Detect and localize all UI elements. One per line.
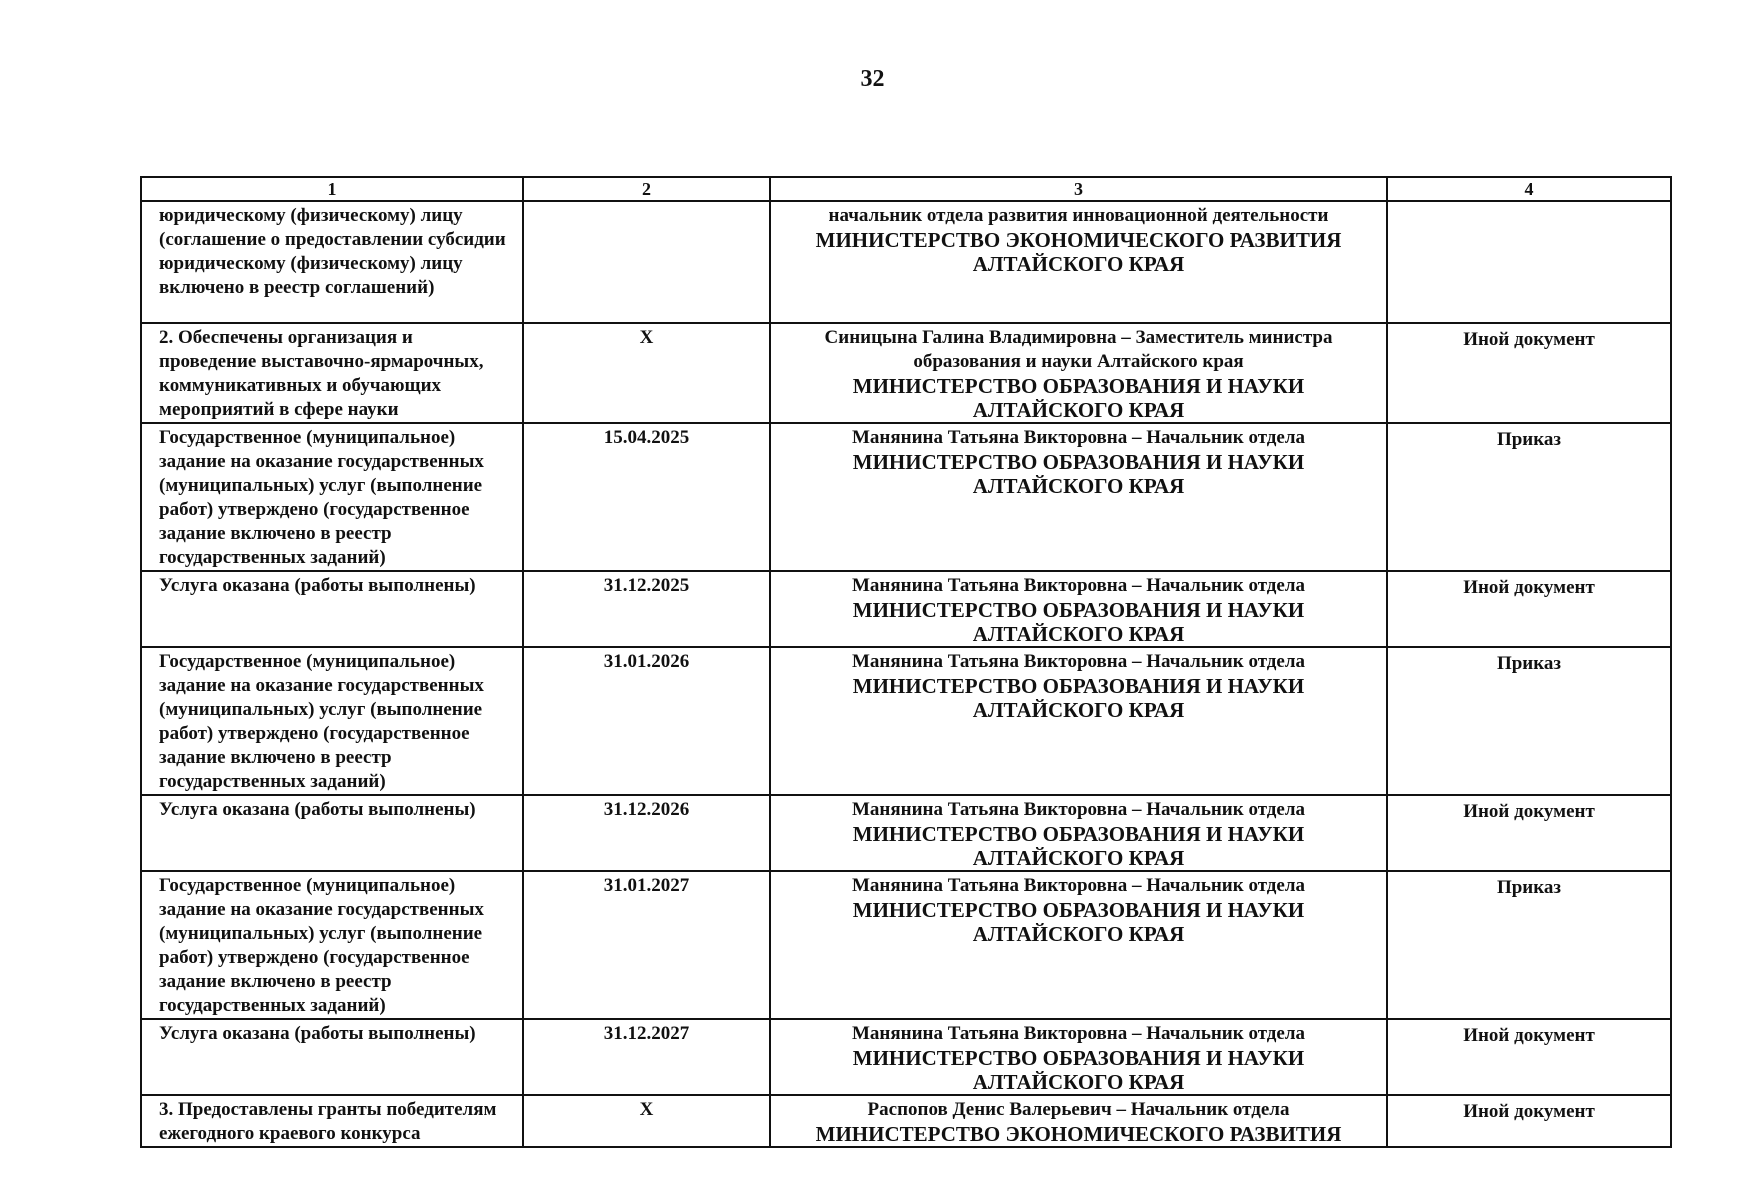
deadline: 31.12.2026 [523,795,770,871]
responsible-cell [770,1095,1387,1147]
organization: МИНИСТЕРСТВО ЭКОНОМИЧЕСКОГО РАЗВИТИЯ АЛТАЙСКОГО КРАЯ [815,228,1342,276]
responsible-cell [770,323,1387,423]
organization: МИНИСТЕРСТВО ОБРАЗОВАНИЯ И НАУКИ АЛТАЙСКОГО КРАЯ [852,1046,1305,1094]
deadline: X [523,1095,770,1147]
responsible-cell [770,423,1387,571]
deadline [523,201,770,323]
column-number-2: 2 [523,177,770,201]
table-row [141,647,1671,795]
event-description: Услуга оказана (работы выполнены) [141,1019,523,1095]
deadline: 31.12.2025 [523,571,770,647]
deadline: 15.04.2025 [523,423,770,571]
organization: МИНИСТЕРСТВО ОБРАЗОВАНИЯ И НАУКИ АЛТАЙСКОГО КРАЯ [852,450,1305,498]
document-type [1387,201,1671,323]
responsible-cell [770,871,1387,1019]
event-description: Государственное (муниципальное) задание на оказание государственных (муниципальных) услуг (выполнение работ) утверждено (государственное задание включено в реестр государственных заданий) [141,647,523,795]
event-description: Государственное (муниципальное) задание на оказание государственных (муниципальных) услуг (выполнение работ) утверждено (государственное задание включено в реестр государственных заданий) [141,423,523,571]
responsible-cell [770,1019,1387,1095]
organization: МИНИСТЕРСТВО ОБРАЗОВАНИЯ И НАУКИ АЛТАЙСКОГО КРАЯ [852,898,1305,946]
column-number-row [141,177,1671,201]
organization: МИНИСТЕРСТВО ОБРАЗОВАНИЯ И НАУКИ АЛТАЙСКОГО КРАЯ [852,598,1305,646]
plan-table [140,176,1672,1148]
page-number: 32 [860,66,885,92]
responsible-person: Синицына Галина Владимировна – Заместитель министра образования и науки Алтайского края [824,327,1333,372]
table-row [141,571,1671,647]
organization: МИНИСТЕРСТВО ЭКОНОМИЧЕСКОГО РАЗВИТИЯ [815,1122,1342,1146]
document-type: Иной документ [1387,571,1671,647]
event-description: 3. Предоставлены гранты победителям ежегодного краевого конкурса [141,1095,523,1147]
responsible-person: Манянина Татьяна Викторовна – Начальник отдела [851,575,1305,596]
table-row [141,1095,1671,1147]
responsible-person: начальник отдела развития инновационной деятельности [828,205,1329,226]
event-description: Государственное (муниципальное) задание на оказание государственных (муниципальных) услуг (выполнение работ) утверждено (государственное задание включено в реестр государственных заданий) [141,871,523,1019]
column-number-3: 3 [770,177,1387,201]
column-number-4: 4 [1387,177,1671,201]
deadline: 31.12.2027 [523,1019,770,1095]
responsible-person: Манянина Татьяна Викторовна – Начальник отдела [851,1023,1305,1044]
event-description: Услуга оказана (работы выполнены) [141,795,523,871]
responsible-person: Манянина Татьяна Викторовна – Начальник отдела [851,651,1305,672]
column-number-1: 1 [141,177,523,201]
deadline: X [523,323,770,423]
table-row [141,795,1671,871]
document-type: Иной документ [1387,1019,1671,1095]
document-type: Иной документ [1387,795,1671,871]
event-description: Услуга оказана (работы выполнены) [141,571,523,647]
deadline: 31.01.2026 [523,647,770,795]
table-row [141,871,1671,1019]
organization: МИНИСТЕРСТВО ОБРАЗОВАНИЯ И НАУКИ АЛТАЙСКОГО КРАЯ [852,674,1305,722]
responsible-cell [770,201,1387,323]
responsible-person: Манянина Татьяна Викторовна – Начальник отдела [851,427,1305,448]
organization: МИНИСТЕРСТВО ОБРАЗОВАНИЯ И НАУКИ АЛТАЙСКОГО КРАЯ [852,374,1305,422]
deadline: 31.01.2027 [523,871,770,1019]
document-type: Приказ [1387,871,1671,1019]
document-type: Иной документ [1387,1095,1671,1147]
organization: МИНИСТЕРСТВО ОБРАЗОВАНИЯ И НАУКИ АЛТАЙСКОГО КРАЯ [852,822,1305,870]
table-row [141,201,1671,323]
responsible-cell [770,647,1387,795]
responsible-person: Распопов Денис Валерьевич – Начальник отдела [867,1099,1290,1120]
responsible-cell [770,571,1387,647]
responsible-person: Манянина Татьяна Викторовна – Начальник отдела [851,875,1305,896]
responsible-cell [770,795,1387,871]
table-row [141,1019,1671,1095]
responsible-person: Манянина Татьяна Викторовна – Начальник отдела [851,799,1305,820]
table-row [141,323,1671,423]
document-type: Иной документ [1387,323,1671,423]
document-type: Приказ [1387,423,1671,571]
document-type: Приказ [1387,647,1671,795]
event-description: 2. Обеспечены организация и проведение выставочно-ярмарочных, коммуникативных и обучающих мероприятий в сфере науки [141,323,523,423]
table-row [141,423,1671,571]
event-description: юридическому (физическому) лицу (соглашение о предоставлении субсидии юридическому (физическому) лицу включено в реестр соглашений) [141,201,523,323]
